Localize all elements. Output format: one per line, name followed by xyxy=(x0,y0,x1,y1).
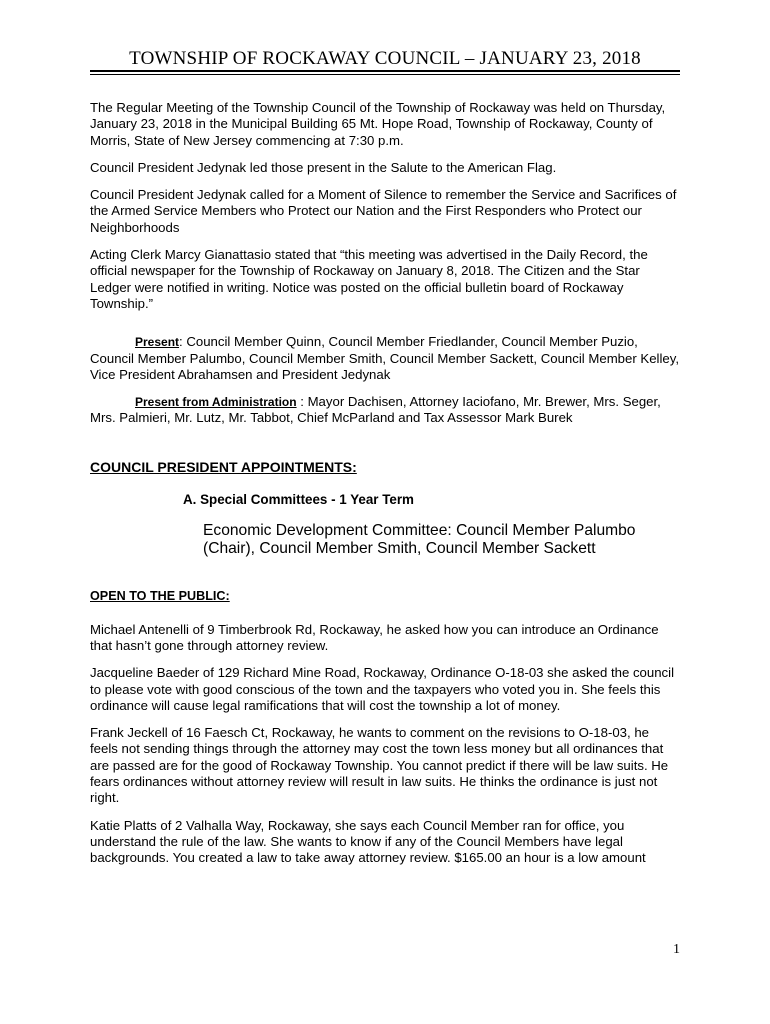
public-comment: Jacqueline Baeder of 129 Richard Mine Road, Rockaway, Ordinance O-18-03 she asked the council to please vote with good conscious of the town and the taxpayers who voted you in. She feels this ordinance will cause legal ramifications that will cost the township a lot of money. xyxy=(90,665,674,713)
page-number: 1 xyxy=(673,942,680,957)
document-title: TOWNSHIP OF ROCKAWAY COUNCIL – JANUARY 23, 2018 xyxy=(129,48,641,69)
salute-paragraph: Council President Jedynak led those present in the Salute to the American Flag. xyxy=(90,159,557,175)
committee-entry: Economic Development Committee: Council Member Palumbo (Chair), Council Member Smith, Council Member Sackett xyxy=(203,522,636,558)
present-list: : Council Member Quinn, Council Member Friedlander, Council Member Puzio, Council Member Palumbo, Council Member Smith, Council Member Sackett, Council Member Kelley, Vice President Abrahamsen and President Jedynak xyxy=(90,334,680,382)
public-comment: Katie Platts of 2 Valhalla Way, Rockaway, she says each Council Member ran for office, you understand the rule of the law. She wants to know if any of the Council Members have legal backgrounds. You created a law to take away attorney review. $165.00 an hour is a low amount xyxy=(90,817,646,866)
silence-paragraph: Council President Jedynak called for a Moment of Silence to remember the Service and Sacrifices of the Armed Service Members who Protect our Nation and the First Responders who Protect our Neighborhoods xyxy=(90,187,677,235)
present-label: Present xyxy=(135,335,180,350)
admin-list: : Mayor Dachisen, Attorney Iaciofano, Mr. Brewer, Mrs. Seger, Mrs. Palmieri, Mr. Lutz, Mr. Tabbot, Chief McParland and Tax Assessor Mark Burek xyxy=(90,394,661,426)
admin-label: Present from Administration xyxy=(135,395,297,410)
special-committees-heading: A. Special Committees - 1 Year Term xyxy=(183,492,414,508)
public-heading: OPEN TO THE PUBLIC: xyxy=(90,589,230,604)
title-rule-thin xyxy=(90,74,680,75)
present-paragraph xyxy=(90,334,680,383)
minutes-body xyxy=(90,100,680,878)
admin-paragraph xyxy=(90,394,680,427)
notice-paragraph: Acting Clerk Marcy Gianattasio stated that “this meeting was advertised in the Daily Record, the official newspaper for the Township of Rockaway on January 8, 2018. The Citizen and the Star Ledger were notified in writing. Notice was posted on the official bulletin board of Rockaway Township.” xyxy=(90,247,648,311)
opening-paragraph: The Regular Meeting of the Township Council of the Township of Rockaway was held on Thursday, January 23, 2018 in the Municipal Building 65 Mt. Hope Road, Township of Rockaway, County of Morris, State of New Jersey commencing at 7:30 p.m. xyxy=(90,100,666,148)
public-comment: Frank Jeckell of 16 Faesch Ct, Rockaway, he wants to comment on the revisions to O-18-03, he feels not sending things through the attorney may cost the town less money but all ordinances that are passed are for the good of Rockaway Township. You cannot predict if there will be law suits. He fears ordinances without attorney review will result in law suits. He thinks the ordinance is just not right. xyxy=(90,725,669,806)
appointments-heading: COUNCIL PRESIDENT APPOINTMENTS: xyxy=(90,458,357,475)
title-rule-thick xyxy=(90,70,680,72)
public-comment: Michael Antenelli of 9 Timberbrook Rd, Rockaway, he asked how you can introduce an Ordinance that hasn’t gone through attorney review. xyxy=(90,621,659,653)
